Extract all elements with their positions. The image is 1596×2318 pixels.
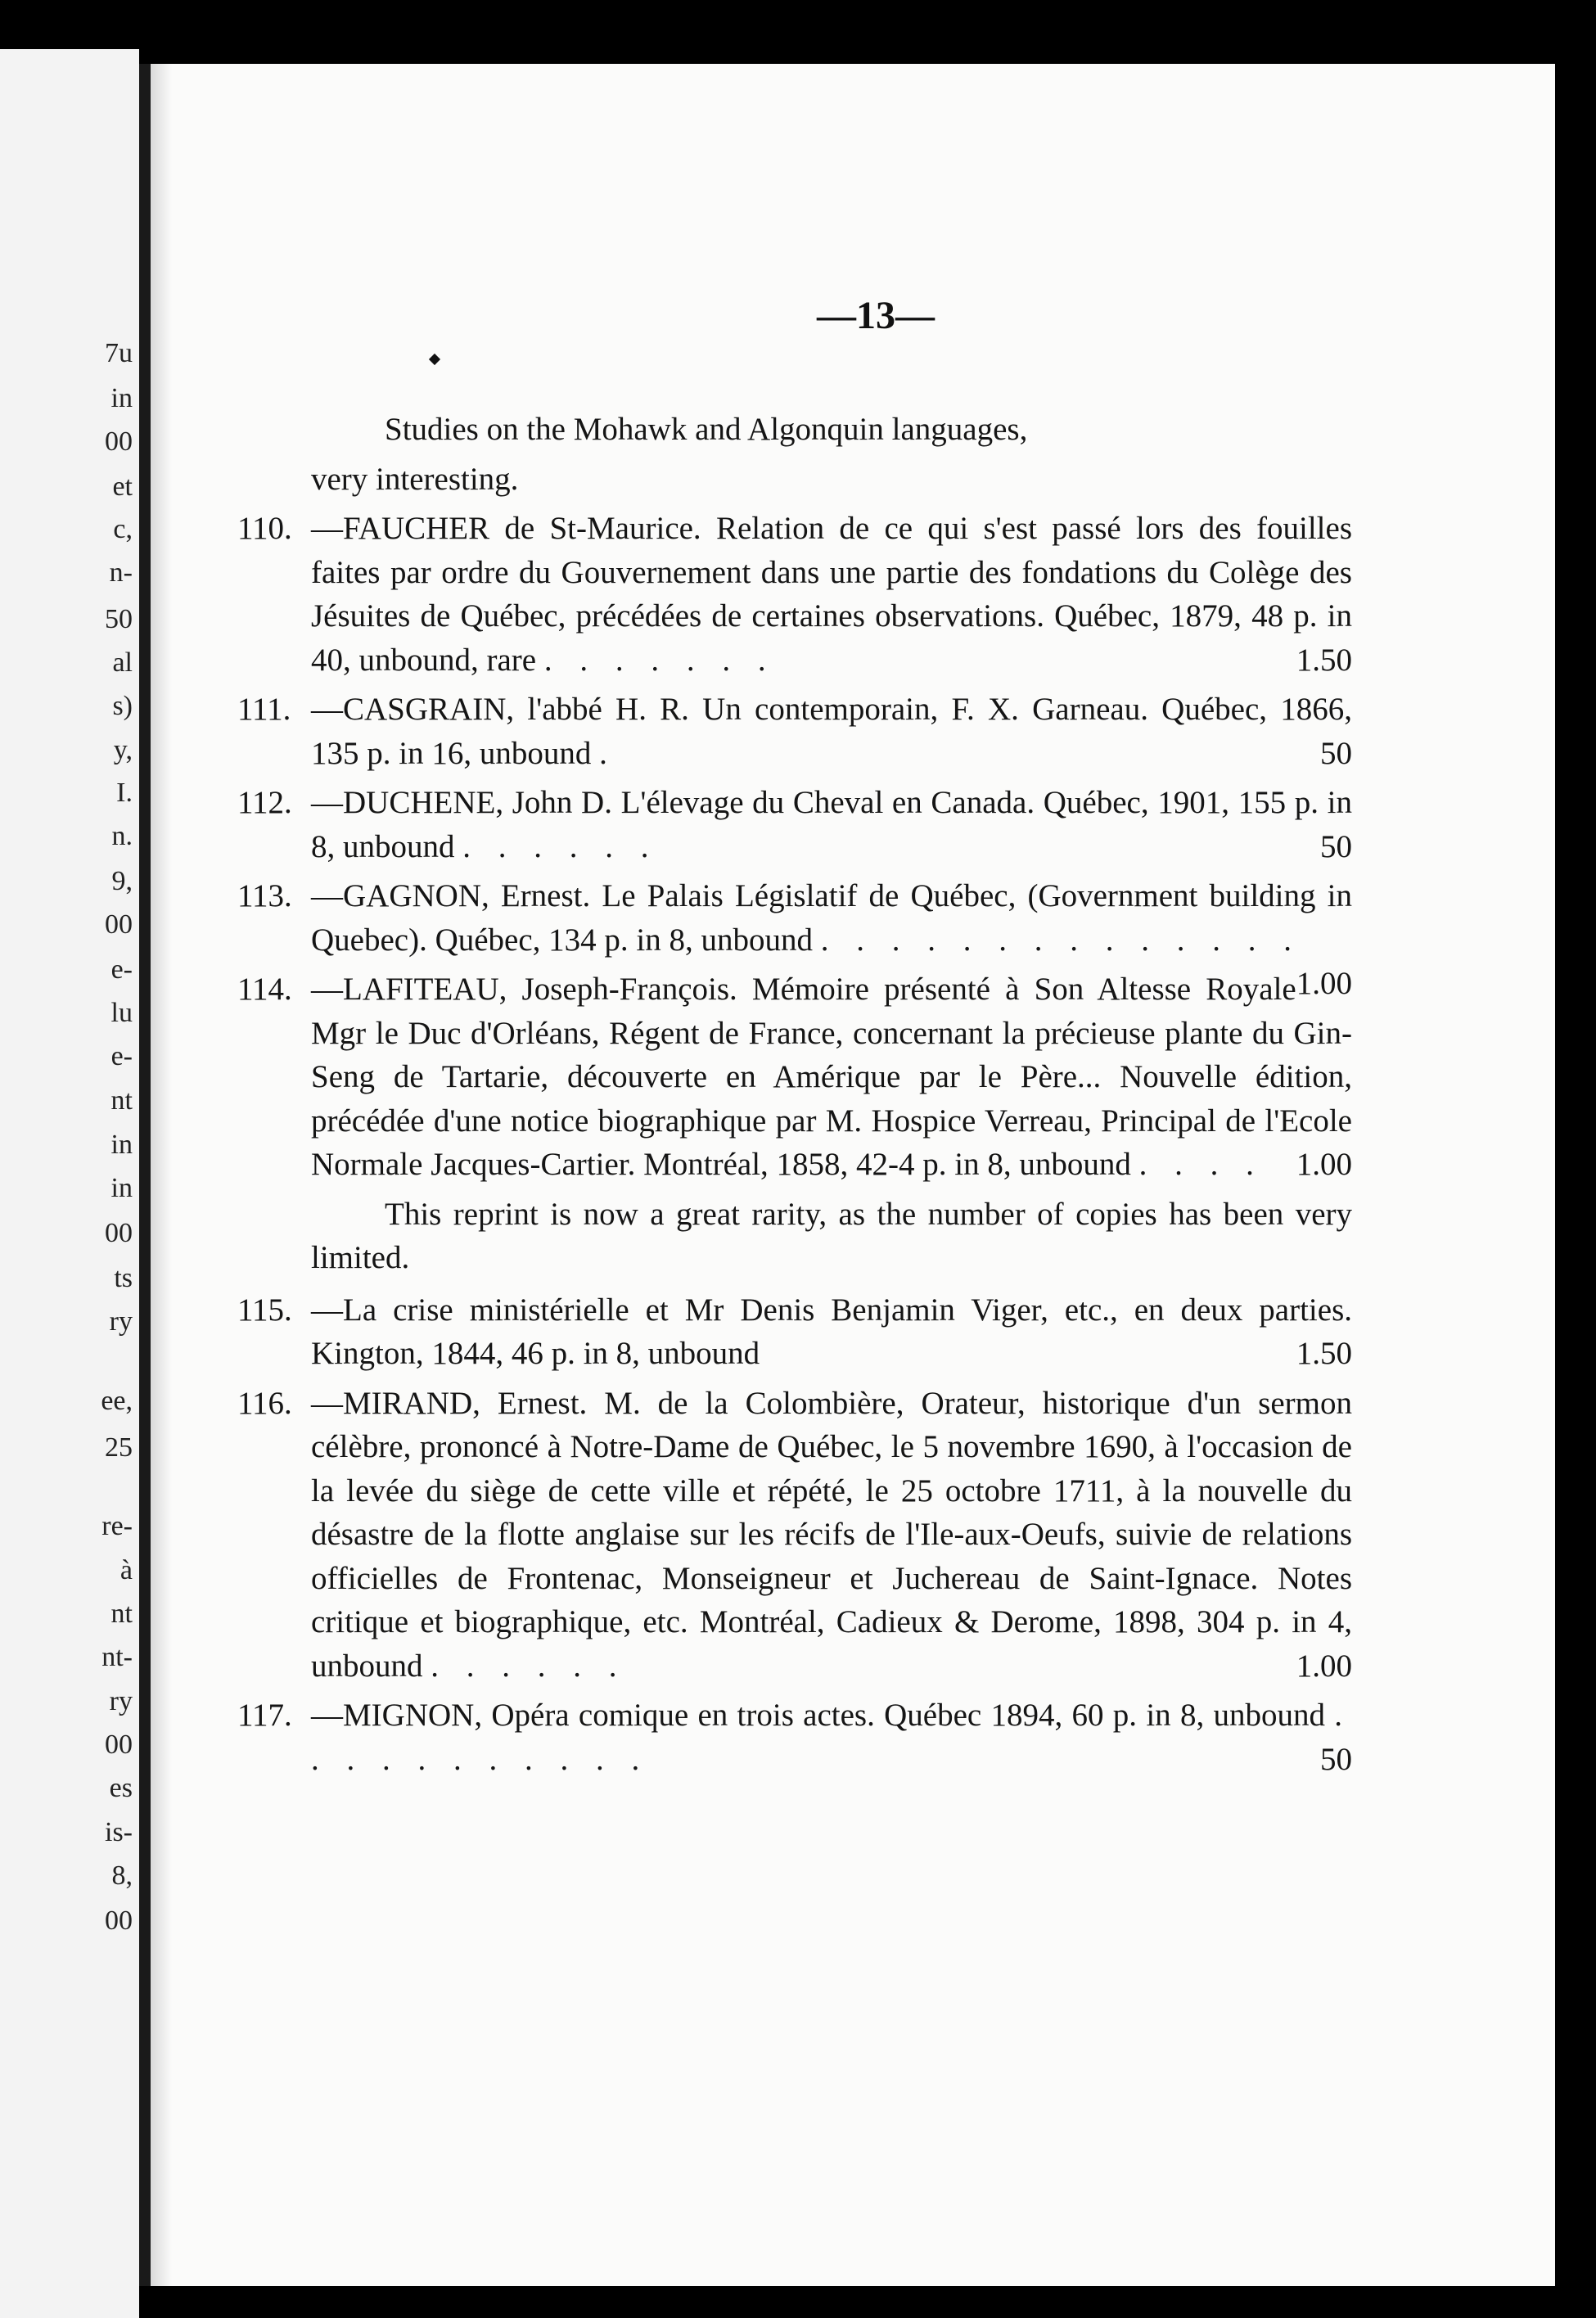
entry-text: —La crise ministérielle et Mr Denis Benjamin Viger, etc., en deux parties. Kington, 1844, 46 p. in 8, unbound <box>311 1292 1352 1371</box>
catalogue-entry <box>237 507 1352 682</box>
margin-fragment: nt <box>110 1599 133 1629</box>
entry-number: 110. <box>237 511 292 546</box>
margin-fragment: e- <box>110 954 133 985</box>
entry-price: 50 <box>1320 1741 1352 1777</box>
margin-fragment: in <box>110 1130 133 1160</box>
margin-fragment: al <box>112 647 133 678</box>
margin-fragment: n. <box>111 821 133 851</box>
margin-fragment: 00 <box>105 1218 133 1248</box>
leader-dots: . . . . . . <box>431 1648 627 1684</box>
catalogue-text <box>237 408 1353 1787</box>
adjacent-page-margin <box>0 49 139 2318</box>
continued-entry-line: Studies on the Mohawk and Algonquin languages, <box>385 412 1028 447</box>
margin-fragment: in <box>110 383 133 413</box>
margin-fragment: lu <box>110 998 133 1028</box>
margin-fragment: 9, <box>111 866 133 896</box>
margin-fragment: 50 <box>105 604 133 634</box>
margin-fragment: is- <box>105 1817 133 1847</box>
entry-text: —MIRAND, Ernest. M. de la Colombière, Orateur, historique d'un sermon célèbre, prononcé à Notre-Dame de Québec, le 5 novembre 1690, à l'occasion de la levée du siège de cette ville et répété, le 25 octobre 1711, à la nouvelle du désastre de la flotte anglaise sur les récifs de l'Ile-aux-Oeufs, suivie de relations officielles de Frontenac, Monseigneur et Juchereau de Saint-Ignace. Notes critique et biographique, etc. Montréal, Cadieux & Derome, 1898, 304 p. in 4, unbound <box>311 1385 1352 1684</box>
leader-dots: . <box>599 735 617 771</box>
entry-text: —FAUCHER de St-Maurice. Relation de ce qui s'est passé lors des fouilles faites par ordre du Gouvernement dans une partie des fondations du Colège des Jésuites de Québec, précédées de certaines observations. Québec, 1879, 48 p. in 40, unbound, rare <box>311 511 1352 678</box>
margin-fragment: 00 <box>105 1905 133 1936</box>
margin-fragment: ts <box>114 1263 133 1293</box>
margin-fragment: ee, <box>101 1386 133 1416</box>
margin-fragment: n- <box>109 557 133 588</box>
margin-fragment: e- <box>110 1041 133 1071</box>
margin-fragment: et <box>112 471 133 502</box>
entry-text: —MIGNON, Opéra comique en trois actes. Québec 1894, 60 p. in 8, unbound <box>311 1698 1325 1733</box>
leader-dots: . . . . . . . . . . . <box>311 1698 1353 1777</box>
margin-fragment: in <box>110 1173 133 1203</box>
entry-number: 117. <box>237 1698 292 1733</box>
book-page <box>139 64 1555 2286</box>
entry-number: 116. <box>237 1385 292 1421</box>
entry-text: —LAFITEAU, Joseph-François. Mémoire présenté à Son Altesse Royale Mgr le Duc d'Orléans, Régent de France, concernant la précieuse plante du Gin-Seng de Tartarie, découverte en Amérique par le Père... Nouvelle édition, précédée d'une notice biographique par M. Hospice Verreau, Principal de l'Ecole Normale Jacques-Cartier. Montréal, 1858, 42-4 p. in 8, unbound <box>311 972 1352 1182</box>
margin-fragment: 00 <box>105 909 133 940</box>
leader-dots: . . . . <box>1138 1147 1264 1182</box>
entry-text: —DUCHENE, John D. L'élevage du Cheval en Canada. Québec, 1901, 155 p. in 8, unbound <box>311 785 1352 864</box>
entry-number: 112. <box>237 785 292 820</box>
entry-number: 114. <box>237 972 292 1007</box>
margin-fragment: 7u <box>105 338 133 368</box>
entry-price: 50 <box>1320 735 1352 771</box>
entry-list <box>237 507 1353 1781</box>
margin-fragment: nt <box>110 1085 133 1116</box>
entry-price: 1.00 <box>1296 1147 1352 1182</box>
margin-fragment: c, <box>113 514 133 544</box>
leader-dots: . . . . . . . . . . . . . . <box>820 922 1302 958</box>
catalogue-entry <box>237 1693 1353 1781</box>
margin-fragment: 25 <box>105 1432 133 1463</box>
entry-number: 113. <box>237 878 292 913</box>
page-number: —13— <box>817 294 935 337</box>
margin-fragment: 8, <box>111 1860 133 1891</box>
page-gutter <box>139 64 151 2286</box>
entry-number: 115. <box>237 1292 292 1328</box>
gutter-shadow <box>151 64 172 2286</box>
continued-entry-line: very interesting. <box>311 461 519 497</box>
margin-fragment: s) <box>112 691 133 721</box>
leader-dots: . . . . . . <box>462 828 659 864</box>
margin-fragment: I. <box>116 778 133 808</box>
entry-price: 50 <box>1320 828 1352 864</box>
entry-text: —GAGNON, Ernest. Le Palais Législatif de Québec, (Government building in Quebec). Québec, 134 p. in 8, unbound <box>311 878 1352 958</box>
catalogue-entry <box>237 1382 1352 1689</box>
entry-price: 1.50 <box>1296 642 1352 678</box>
entry-price: 1.00 <box>1296 1648 1352 1684</box>
catalogue-entry <box>237 1288 1352 1376</box>
entry-note: This reprint is now a great rarity, as the number of copies has been very limited. <box>311 1196 1352 1275</box>
entry-price: 1.00 <box>1296 966 1352 1001</box>
margin-fragment: nt- <box>101 1642 133 1672</box>
entry-text: —CASGRAIN, l'abbé H. R. Un contemporain, F. X. Garneau. Québec, 1866, 135 p. in 16, unbound <box>311 692 1352 771</box>
margin-fragment: y, <box>113 735 133 765</box>
margin-fragment: es <box>109 1773 133 1803</box>
catalogue-entry <box>237 967 1352 1187</box>
margin-fragment: 00 <box>105 1729 133 1760</box>
leader-dots: . . . . . . . <box>543 642 776 678</box>
margin-fragment: re- <box>101 1511 133 1541</box>
margin-fragment: ry <box>109 1686 133 1716</box>
entry-number: 111. <box>237 692 291 727</box>
margin-fragment: à <box>119 1555 133 1585</box>
margin-fragment: ry <box>109 1306 133 1337</box>
margin-fragment: 00 <box>105 426 133 457</box>
catalogue-entry <box>237 688 1352 775</box>
entry-price: 1.50 <box>1296 1336 1352 1371</box>
catalogue-entry <box>237 781 1352 868</box>
printer-mark <box>429 354 440 365</box>
